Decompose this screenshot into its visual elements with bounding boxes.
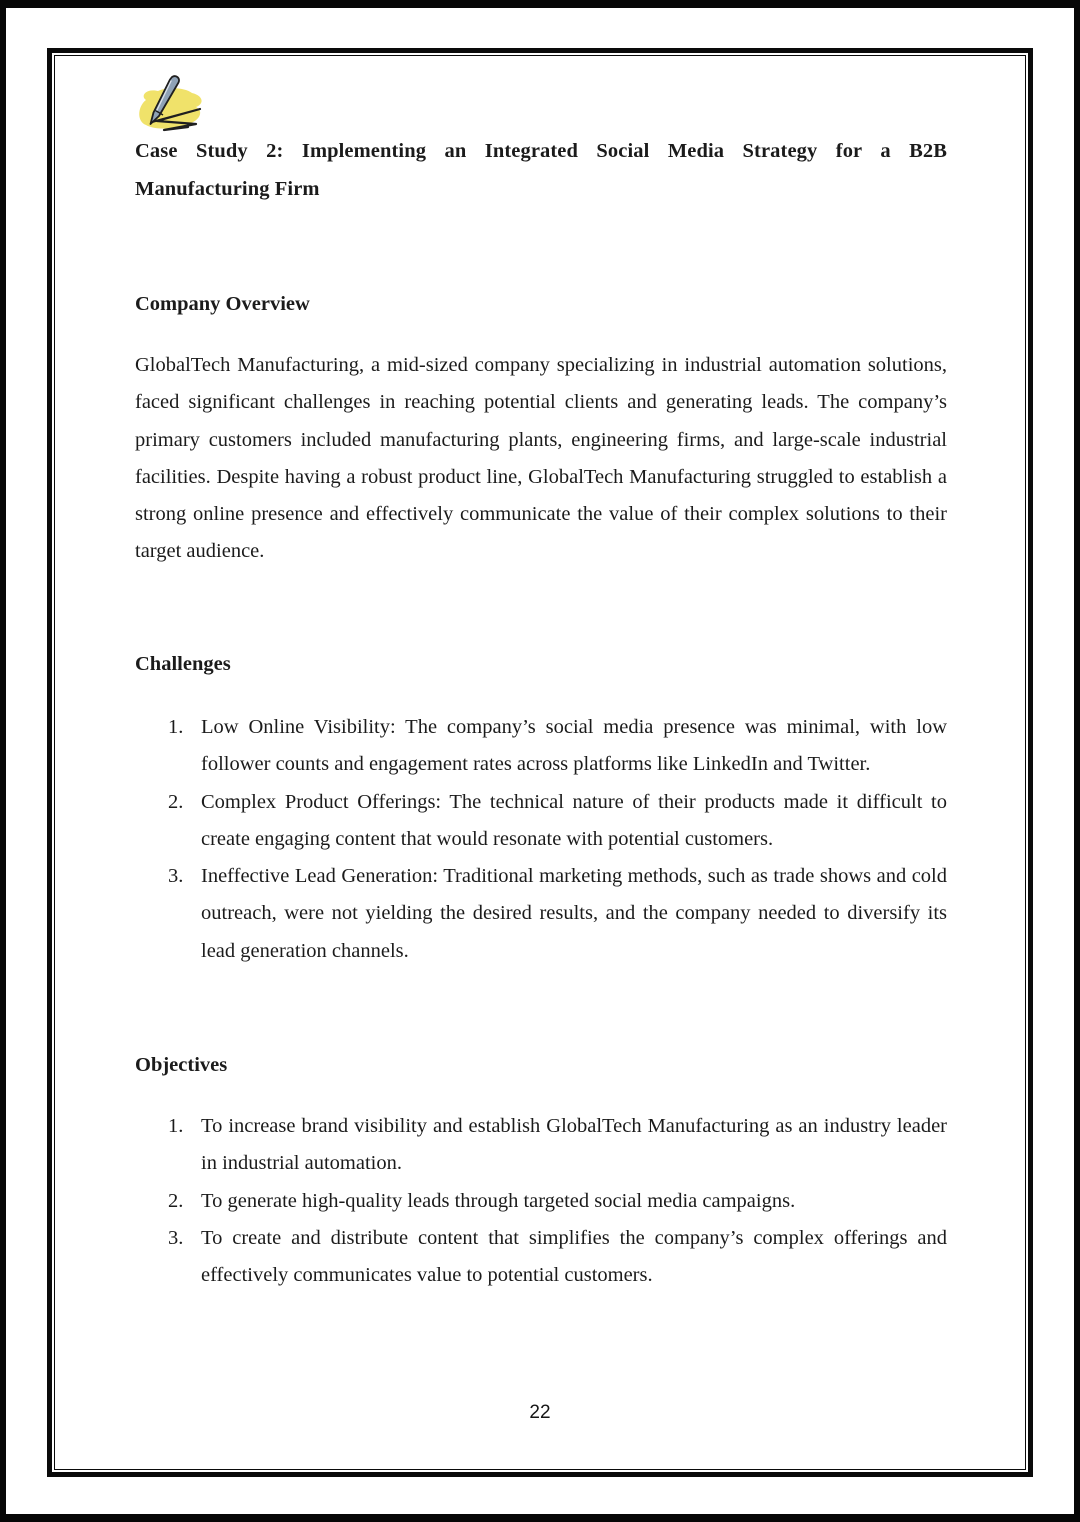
page-title [135,133,947,208]
page-title-line1: Case Study 2: Implementing an Integrated Social Media Strategy for a B2B [135,140,947,162]
list-item-text: Low Online Visibility: The company’s social media presence was minimal, with low follower counts and engagement rates across platforms like LinkedIn and Twitter. [201,716,947,776]
challenges-list [168,709,947,970]
list-item-text: Ineffective Lead Generation: Traditional marketing methods, such as trade shows and cold outreach, were not yielding the desired results, and the company needed to diversify its lead generation channels. [201,865,947,962]
list-item-number: 1. [168,1115,184,1137]
list-item-text: To increase brand visibility and establish GlobalTech Manufacturing as an industry leader in industrial automation. [201,1115,947,1175]
section-heading-company-overview: Company Overview [135,293,310,315]
list-item-number: 2. [168,790,184,813]
list-item-number: 3. [168,1226,184,1249]
pen-writing-icon [130,74,210,132]
objectives-list [168,1108,947,1294]
list-item-text: To generate high-quality leads through targeted social media campaigns. [201,1189,796,1212]
list-item [168,858,947,970]
list-item-text: To create and distribute content that simplifies the company’s complex offerings and effectively communicates value to potential customers. [201,1226,947,1287]
section-heading-challenges: Challenges [135,653,231,675]
list-item-number: 2. [168,1189,184,1212]
page-number: 22 [529,1402,551,1423]
list-item-text: Complex Product Offerings: The technical nature of their products made it difficult to create engaging content that would resonate with potential customers. [201,790,947,850]
company-overview-paragraph: GlobalTech Manufacturing, a mid-sized company specializing in industrial automation solutions, faced significant challenges in reaching potential clients and generating leads. The company’s primary customers included manufacturing plants, engineering firms, and large-scale industrial facilities. Despite having a robust product line, GlobalTech Manufacturing struggled to establish a strong online presence and effectively communicate the value of their complex solutions to their target audience. [135,354,947,563]
list-item [168,709,947,784]
list-item-number: 3. [168,865,184,888]
list-item [168,1108,947,1183]
list-item [168,1183,947,1220]
list-item [168,784,947,859]
list-item-number: 1. [168,716,184,738]
list-item [168,1220,947,1295]
page-title-line2: Manufacturing Firm [135,177,320,200]
section-heading-objectives: Objectives [135,1054,228,1076]
